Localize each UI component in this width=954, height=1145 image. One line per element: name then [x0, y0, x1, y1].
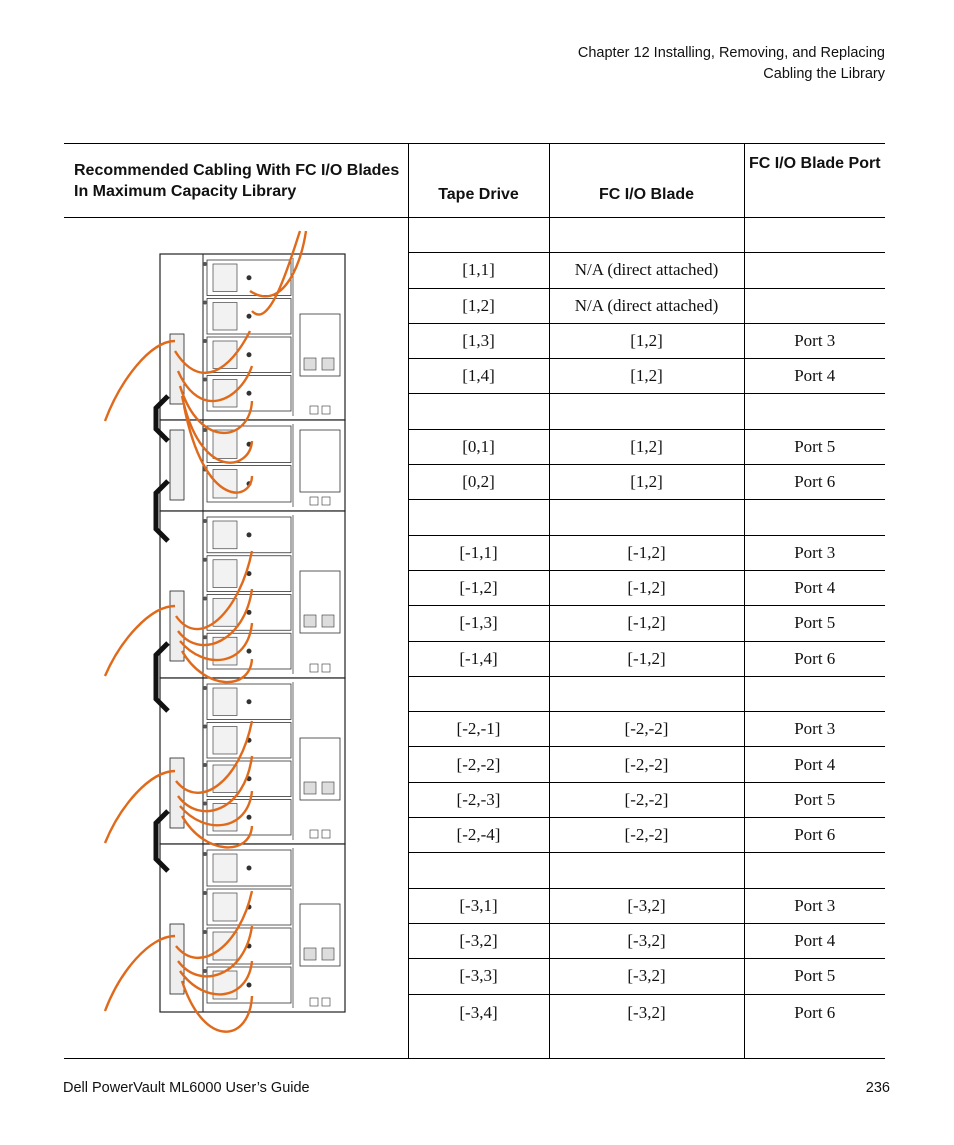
screw	[203, 597, 207, 601]
tape-drive-cell: [1,1]	[408, 253, 549, 288]
fc-blade-cell	[549, 394, 744, 429]
power-inlet	[322, 948, 334, 960]
table-header-row	[64, 144, 885, 218]
drive-port	[247, 983, 252, 988]
tape-drive-cell: [-3,2]	[408, 923, 549, 958]
drive-port	[247, 391, 252, 396]
footer-title: Dell PowerVault ML6000 User’s Guide	[63, 1080, 310, 1096]
status-led	[310, 830, 318, 838]
screw	[203, 686, 207, 690]
power-inlet	[322, 782, 334, 794]
drive-fan	[213, 521, 237, 549]
tape-drive-cell: [-2,-4]	[408, 818, 549, 853]
fc-blade-cell	[549, 500, 744, 535]
fc-blade-cell: [1,2]	[549, 465, 744, 500]
fc-port-cell: Port 5	[744, 782, 885, 817]
status-led	[322, 998, 330, 1006]
drive-port	[247, 866, 252, 871]
tape-drive-cell: [0,1]	[408, 429, 549, 464]
header-tape-drive: Tape Drive	[408, 144, 549, 218]
fc-blade-cell: [1,2]	[549, 359, 744, 394]
fc-port-cell: Port 4	[744, 923, 885, 958]
fc-port-cell: Port 5	[744, 959, 885, 994]
screw	[203, 378, 207, 382]
tape-drive-cell: [-1,1]	[408, 535, 549, 570]
status-led	[322, 830, 330, 838]
fc-blade-cell: N/A (direct attached)	[549, 253, 744, 288]
screw	[203, 725, 207, 729]
fc-port-cell	[744, 853, 885, 888]
fc-blade-cell: [1,2]	[549, 429, 744, 464]
status-led	[310, 497, 318, 505]
tape-drive-cell: [-2,-1]	[408, 712, 549, 747]
fc-io-blade	[170, 591, 184, 661]
fc-port-cell	[744, 288, 885, 323]
fc-blade-cell: [-1,2]	[549, 570, 744, 605]
drive-port	[247, 532, 252, 537]
header-fc-port: FC I/O Blade Port	[744, 144, 885, 218]
tape-drive-cell: [-1,2]	[408, 570, 549, 605]
tape-drive-cell	[408, 500, 549, 535]
library-cabling-diagram	[64, 218, 408, 1059]
fc-blade-cell	[549, 853, 744, 888]
tape-drive-cell: [1,2]	[408, 288, 549, 323]
status-led	[322, 664, 330, 672]
drive-fan	[213, 688, 237, 716]
drive-port	[247, 275, 252, 280]
tape-drive-cell: [-3,4]	[408, 994, 549, 1058]
tape-drive-cell: [-1,4]	[408, 641, 549, 676]
page-number: 236	[865, 1080, 890, 1096]
status-led	[310, 998, 318, 1006]
drive-port	[247, 699, 252, 704]
screw	[203, 802, 207, 806]
drive-port	[247, 352, 252, 357]
drive-port	[247, 649, 252, 654]
fc-blade-cell: [-1,2]	[549, 535, 744, 570]
screw	[203, 635, 207, 639]
fc-blade-cell: N/A (direct attached)	[549, 288, 744, 323]
tape-drive-cell	[408, 676, 549, 711]
fc-io-blade	[170, 430, 184, 500]
fc-port-cell: Port 6	[744, 818, 885, 853]
rack-illustration	[64, 218, 408, 1052]
screw	[203, 969, 207, 973]
fc-port-cell: Port 4	[744, 570, 885, 605]
tape-drive-cell	[408, 394, 549, 429]
chapter-title: Chapter 12 Installing, Removing, and Replacing	[577, 45, 885, 61]
fc-blade-cell: [-2,-2]	[549, 818, 744, 853]
drive-port	[247, 314, 252, 319]
fc-port-cell: Port 3	[744, 712, 885, 747]
status-led	[322, 497, 330, 505]
fc-port-cell: Port 3	[744, 323, 885, 358]
fc-port-cell: Port 6	[744, 994, 885, 1058]
tape-drive-cell: [-1,3]	[408, 606, 549, 641]
drive-fan	[213, 264, 237, 292]
tape-drive-cell: [0,2]	[408, 465, 549, 500]
tape-drive-cell: [-2,-2]	[408, 747, 549, 782]
drive-fan	[213, 893, 237, 921]
tape-drive-cell: [1,4]	[408, 359, 549, 394]
drive-fan	[213, 560, 237, 588]
fc-blade-cell: [-1,2]	[549, 641, 744, 676]
drive-fan	[213, 430, 237, 459]
fc-port-cell	[744, 218, 885, 253]
status-led	[310, 406, 318, 414]
drive-fan	[213, 303, 237, 331]
power-inlet	[304, 948, 316, 960]
screw	[203, 852, 207, 856]
screw	[203, 558, 207, 562]
screw	[203, 891, 207, 895]
power-supply	[300, 430, 340, 492]
fc-port-cell	[744, 253, 885, 288]
drive-port	[247, 815, 252, 820]
drive-fan	[213, 804, 237, 832]
fc-port-cell: Port 4	[744, 747, 885, 782]
power-inlet	[322, 358, 334, 370]
screw	[203, 930, 207, 934]
tape-drive-cell: [-3,1]	[408, 888, 549, 923]
page-header	[578, 43, 885, 85]
power-inlet	[322, 615, 334, 627]
fc-port-cell: Port 5	[744, 606, 885, 641]
fc-blade-cell: [-2,-2]	[549, 747, 744, 782]
fc-port-cell: Port 6	[744, 465, 885, 500]
fc-port-cell	[744, 500, 885, 535]
screw	[203, 519, 207, 523]
header-fc-blade: FC I/O Blade	[549, 144, 744, 218]
fc-blade-cell: [-1,2]	[549, 606, 744, 641]
fc-port-cell: Port 3	[744, 535, 885, 570]
fc-port-cell: Port 5	[744, 429, 885, 464]
tape-drive-cell: [-3,3]	[408, 959, 549, 994]
status-led	[310, 664, 318, 672]
fc-port-cell: Port 4	[744, 359, 885, 394]
drive-fan	[213, 854, 237, 882]
fc-blade-cell: [-2,-2]	[549, 712, 744, 747]
fc-port-cell: Port 3	[744, 888, 885, 923]
fc-port-cell: Port 6	[744, 641, 885, 676]
tape-drive-cell: [-2,-3]	[408, 782, 549, 817]
fc-blade-cell: [-3,2]	[549, 923, 744, 958]
status-led	[322, 406, 330, 414]
screw	[203, 301, 207, 305]
fc-port-cell	[744, 394, 885, 429]
tape-drive-cell	[408, 218, 549, 253]
table-row	[64, 218, 885, 253]
fc-blade-cell: [1,2]	[549, 323, 744, 358]
fc-blade-cell: [-2,-2]	[549, 782, 744, 817]
fc-port-cell	[744, 676, 885, 711]
fc-blade-cell: [-3,2]	[549, 959, 744, 994]
header-description: Recommended Cabling With FC I/O Blades In Maximum Capacity Library	[64, 144, 408, 218]
cabling-table	[64, 143, 885, 1059]
screw	[203, 262, 207, 266]
tape-drive-cell	[408, 853, 549, 888]
fc-blade-cell	[549, 676, 744, 711]
section-title: Cabling the Library	[763, 66, 885, 82]
fc-blade-cell: [-3,2]	[549, 994, 744, 1058]
power-inlet	[304, 358, 316, 370]
fc-blade-cell	[549, 218, 744, 253]
tape-drive-cell: [1,3]	[408, 323, 549, 358]
power-inlet	[304, 782, 316, 794]
screw	[203, 763, 207, 767]
fc-blade-cell: [-3,2]	[549, 888, 744, 923]
screw	[203, 339, 207, 343]
drive-fan	[213, 727, 237, 755]
power-inlet	[304, 615, 316, 627]
